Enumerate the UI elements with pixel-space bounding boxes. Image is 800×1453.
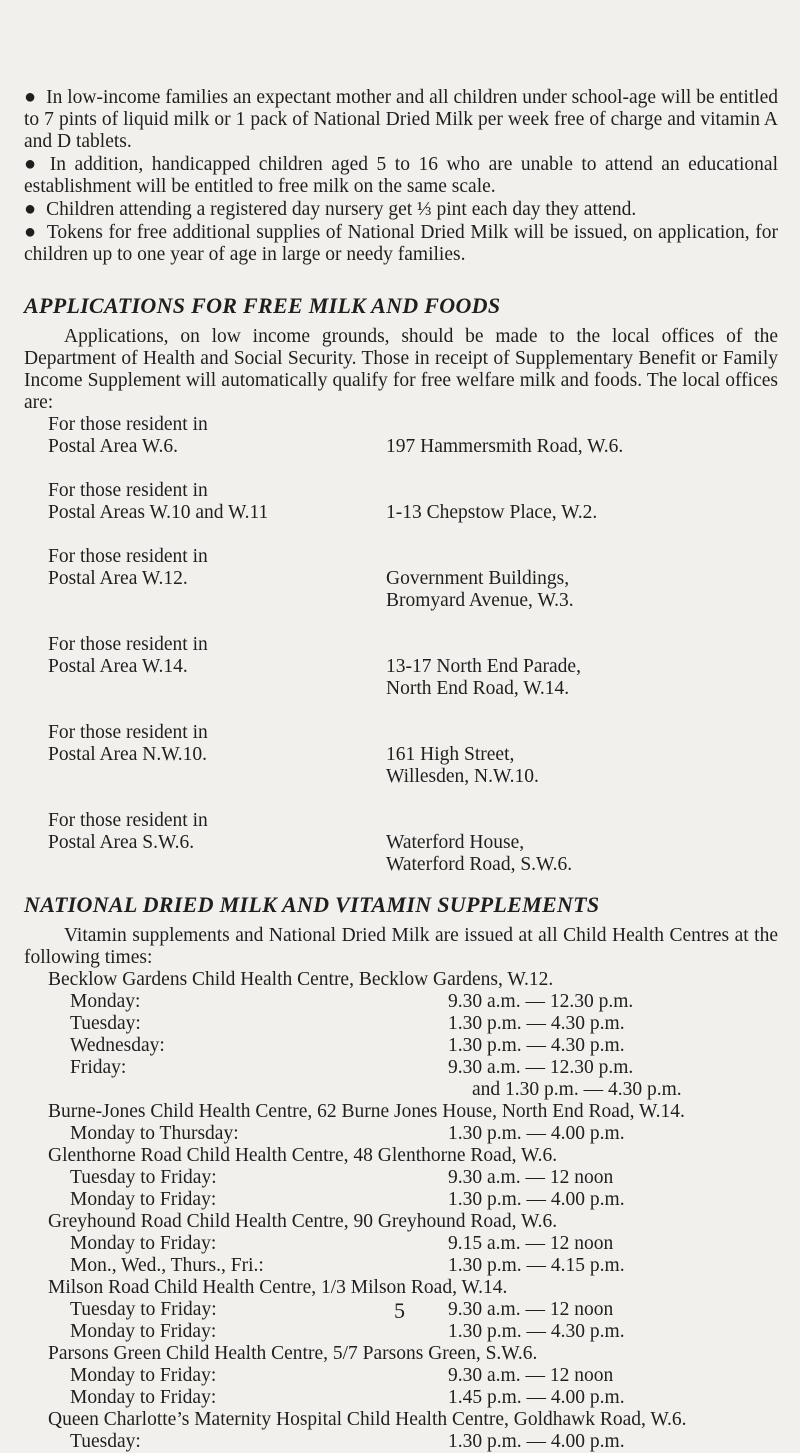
- bullet-item: ● Children attending a registered day nursery get ⅓ pint each day they attend.: [24, 198, 637, 220]
- office-postal-area: Postal Area S.W.6.: [48, 832, 195, 853]
- applications-intro: Applications, on low income grounds, should be made to the local offices of the Department of Health and Social Security. Those in receipt of Supplementary Benefit or Family Income Supplement will automatically qualify for free welfare milk and foods. The local offices are:: [24, 326, 778, 413]
- office-address-line: North End Road, W.14.: [386, 678, 570, 699]
- health-centre-name: Queen Charlotte’s Maternity Hospital Child Health Centre, Goldhawk Road, W.6.: [48, 1409, 687, 1430]
- schedule-day: Wednesday:: [70, 1035, 165, 1056]
- schedule-day: Monday to Friday:: [70, 1233, 217, 1254]
- schedule-time: 1.45 p.m. — 4.00 p.m.: [448, 1387, 625, 1408]
- office-resident-label: For those resident in: [48, 480, 208, 501]
- schedule-time: 9.15 a.m. — 12 noon: [448, 1233, 614, 1254]
- office-address-line: 1-13 Chepstow Place, W.2.: [386, 502, 598, 523]
- schedule-time: 1.30 p.m. — 4.15 p.m.: [448, 1255, 625, 1276]
- schedule-time: 1.30 p.m. — 4.30 p.m.: [448, 1035, 625, 1056]
- schedule-day: Monday to Friday:: [70, 1189, 217, 1210]
- office-row: [24, 656, 778, 678]
- office-blank: [24, 854, 386, 876]
- office-row: [24, 634, 778, 656]
- office-address-line: 13-17 North End Parade,: [386, 656, 581, 677]
- office-row: [24, 480, 778, 502]
- office-entry: [24, 546, 778, 612]
- section-heading-applications: APPLICATIONS FOR FREE MILK AND FOODS: [24, 293, 501, 318]
- health-centre-name: Parsons Green Child Health Centre, 5/7 Parsons Green, S.W.6.: [48, 1343, 538, 1364]
- office-row: [24, 766, 778, 788]
- office-postal-area: Postal Area W.14.: [48, 656, 188, 677]
- office-address-line: Waterford House,: [386, 832, 525, 853]
- office-resident-label: For those resident in: [48, 414, 208, 435]
- office-address-line: 161 High Street,: [386, 744, 515, 765]
- office-address-line: 197 Hammersmith Road, W.6.: [386, 436, 624, 457]
- office-blank: [386, 414, 778, 436]
- bullet-icon: ●: [24, 198, 37, 220]
- schedule-time: 9.30 a.m. — 12.30 p.m.: [448, 991, 634, 1012]
- health-centre-name: Glenthorne Road Child Health Centre, 48 Glenthorne Road, W.6.: [48, 1145, 558, 1166]
- health-centre-name: Burne-Jones Child Health Centre, 62 Burne Jones House, North End Road, W.14.: [48, 1101, 685, 1122]
- schedule-time: 1.30 p.m. — 4.30 p.m.: [448, 1321, 625, 1342]
- bullet-list: [24, 0, 778, 266]
- schedule-time: 9.30 a.m. — 12 noon: [448, 1299, 614, 1320]
- schedule-row: [24, 1189, 778, 1211]
- schedule-row: [24, 1079, 778, 1101]
- bullet-icon: ●: [24, 153, 40, 175]
- office-row: [24, 744, 778, 766]
- schedule-day: Friday:: [70, 1057, 127, 1078]
- office-row: [24, 722, 778, 744]
- bullet-item: ● Tokens for free additional supplies of National Dried Milk will be issued, on application, for children up to one year of age in large or needy families.: [24, 221, 778, 265]
- schedule-time: 9.30 a.m. — 12 noon: [448, 1365, 614, 1386]
- schedule-row: [24, 1365, 778, 1387]
- schedule-day: Monday:: [70, 991, 141, 1012]
- office-row: [24, 568, 778, 590]
- office-row: [24, 810, 778, 832]
- schedule-row: [24, 991, 778, 1013]
- schedule-day: Monday to Thursday:: [70, 1123, 239, 1144]
- office-address-line: Waterford Road, S.W.6.: [386, 854, 573, 875]
- office-address-line: Government Buildings,: [386, 568, 570, 589]
- schedule-time: 1.30 p.m. — 4.00 p.m.: [448, 1123, 625, 1144]
- schedule-day: Tuesday to Friday:: [70, 1299, 217, 1320]
- bullet-item: ● In addition, handicapped children aged 5 to 16 who are unable to attend an educational establishment will be entitled to free milk on the same scale.: [24, 153, 778, 197]
- office-row: [24, 590, 778, 612]
- health-centre-name: Milson Road Child Health Centre, 1/3 Milson Road, W.14.: [48, 1277, 508, 1298]
- office-entry: [24, 634, 778, 700]
- schedule-row: [24, 1167, 778, 1189]
- schedule-row: [24, 1431, 778, 1453]
- schedule-time: 9.30 a.m. — 12.30 p.m.: [448, 1057, 634, 1078]
- bullet-icon: ●: [24, 221, 37, 243]
- schedule-day: Tuesday:: [70, 1431, 141, 1452]
- office-blank: [386, 810, 778, 832]
- schedule-row: [24, 1035, 778, 1057]
- page-number: 5: [394, 1298, 405, 1323]
- office-row: [24, 502, 778, 524]
- schedule-time: 1.30 p.m. — 4.30 p.m.: [448, 1013, 625, 1034]
- office-row: [24, 854, 778, 876]
- schedule-row: [24, 1013, 778, 1035]
- schedule-day: Tuesday to Friday:: [70, 1167, 217, 1188]
- office-address-line: Bromyard Avenue, W.3.: [386, 590, 574, 611]
- office-entry: [24, 810, 778, 876]
- schedule-day: Mon., Wed., Thurs., Fri.:: [70, 1255, 264, 1276]
- office-blank: [24, 678, 386, 700]
- schedule-row: [24, 1123, 778, 1145]
- office-row: [24, 832, 778, 854]
- office-entry: [24, 722, 778, 788]
- office-postal-area: Postal Areas W.10 and W.11: [48, 502, 269, 523]
- schedule-row: [24, 1057, 778, 1079]
- schedule-row: [24, 1233, 778, 1255]
- office-blank: [24, 590, 386, 612]
- schedule-day: Monday to Friday:: [70, 1321, 217, 1342]
- schedule-row: [24, 1387, 778, 1409]
- schedule-time: 1.30 p.m. — 4.00 p.m.: [448, 1189, 625, 1210]
- local-offices-list: [24, 414, 778, 876]
- office-resident-label: For those resident in: [48, 810, 208, 831]
- bullet-item: ● In low-income families an expectant mother and all children under school-age will be entitled to 7 pints of liquid milk or 1 pack of National Dried Milk per week free of charge and vitamin A and D tablets.: [24, 86, 778, 152]
- health-centre-name: Becklow Gardens Child Health Centre, Becklow Gardens, W.12.: [48, 969, 554, 990]
- office-row: [24, 436, 778, 458]
- office-resident-label: For those resident in: [48, 634, 208, 655]
- office-blank: [386, 722, 778, 744]
- office-blank: [24, 766, 386, 788]
- office-resident-label: For those resident in: [48, 546, 208, 567]
- office-row: [24, 414, 778, 436]
- office-postal-area: Postal Area W.12.: [48, 568, 188, 589]
- office-entry: [24, 414, 778, 458]
- office-row: [24, 678, 778, 700]
- office-postal-area: Postal Area W.6.: [48, 436, 178, 457]
- section-heading-supplements: NATIONAL DRIED MILK AND VITAMIN SUPPLEMENTS: [24, 892, 600, 917]
- office-row: [24, 546, 778, 568]
- bullet-icon: ●: [24, 86, 37, 108]
- office-blank: [386, 634, 778, 656]
- office-address-line: Willesden, N.W.10.: [386, 766, 539, 787]
- health-centres-list: [24, 969, 778, 1453]
- schedule-day: Tuesday:: [70, 1013, 141, 1034]
- schedule-time: 9.30 a.m. — 12 noon: [448, 1167, 614, 1188]
- schedule-row: [24, 1321, 778, 1343]
- schedule-day: [24, 1079, 448, 1101]
- office-resident-label: For those resident in: [48, 722, 208, 743]
- schedule-day: Monday to Friday:: [70, 1387, 217, 1408]
- office-blank: [386, 546, 778, 568]
- health-centre-name: Greyhound Road Child Health Centre, 90 Greyhound Road, W.6.: [48, 1211, 558, 1232]
- schedule-row: [24, 1255, 778, 1277]
- office-blank: [386, 480, 778, 502]
- office-entry: [24, 480, 778, 524]
- office-postal-area: Postal Area N.W.10.: [48, 744, 208, 765]
- supplements-intro: Vitamin supplements and National Dried Milk are issued at all Child Health Centres at the following times:: [24, 925, 778, 968]
- schedule-day: Monday to Friday:: [70, 1365, 217, 1386]
- schedule-time: and 1.30 p.m. — 4.30 p.m.: [472, 1079, 682, 1100]
- schedule-time: 1.30 p.m. — 4.00 p.m.: [448, 1431, 625, 1452]
